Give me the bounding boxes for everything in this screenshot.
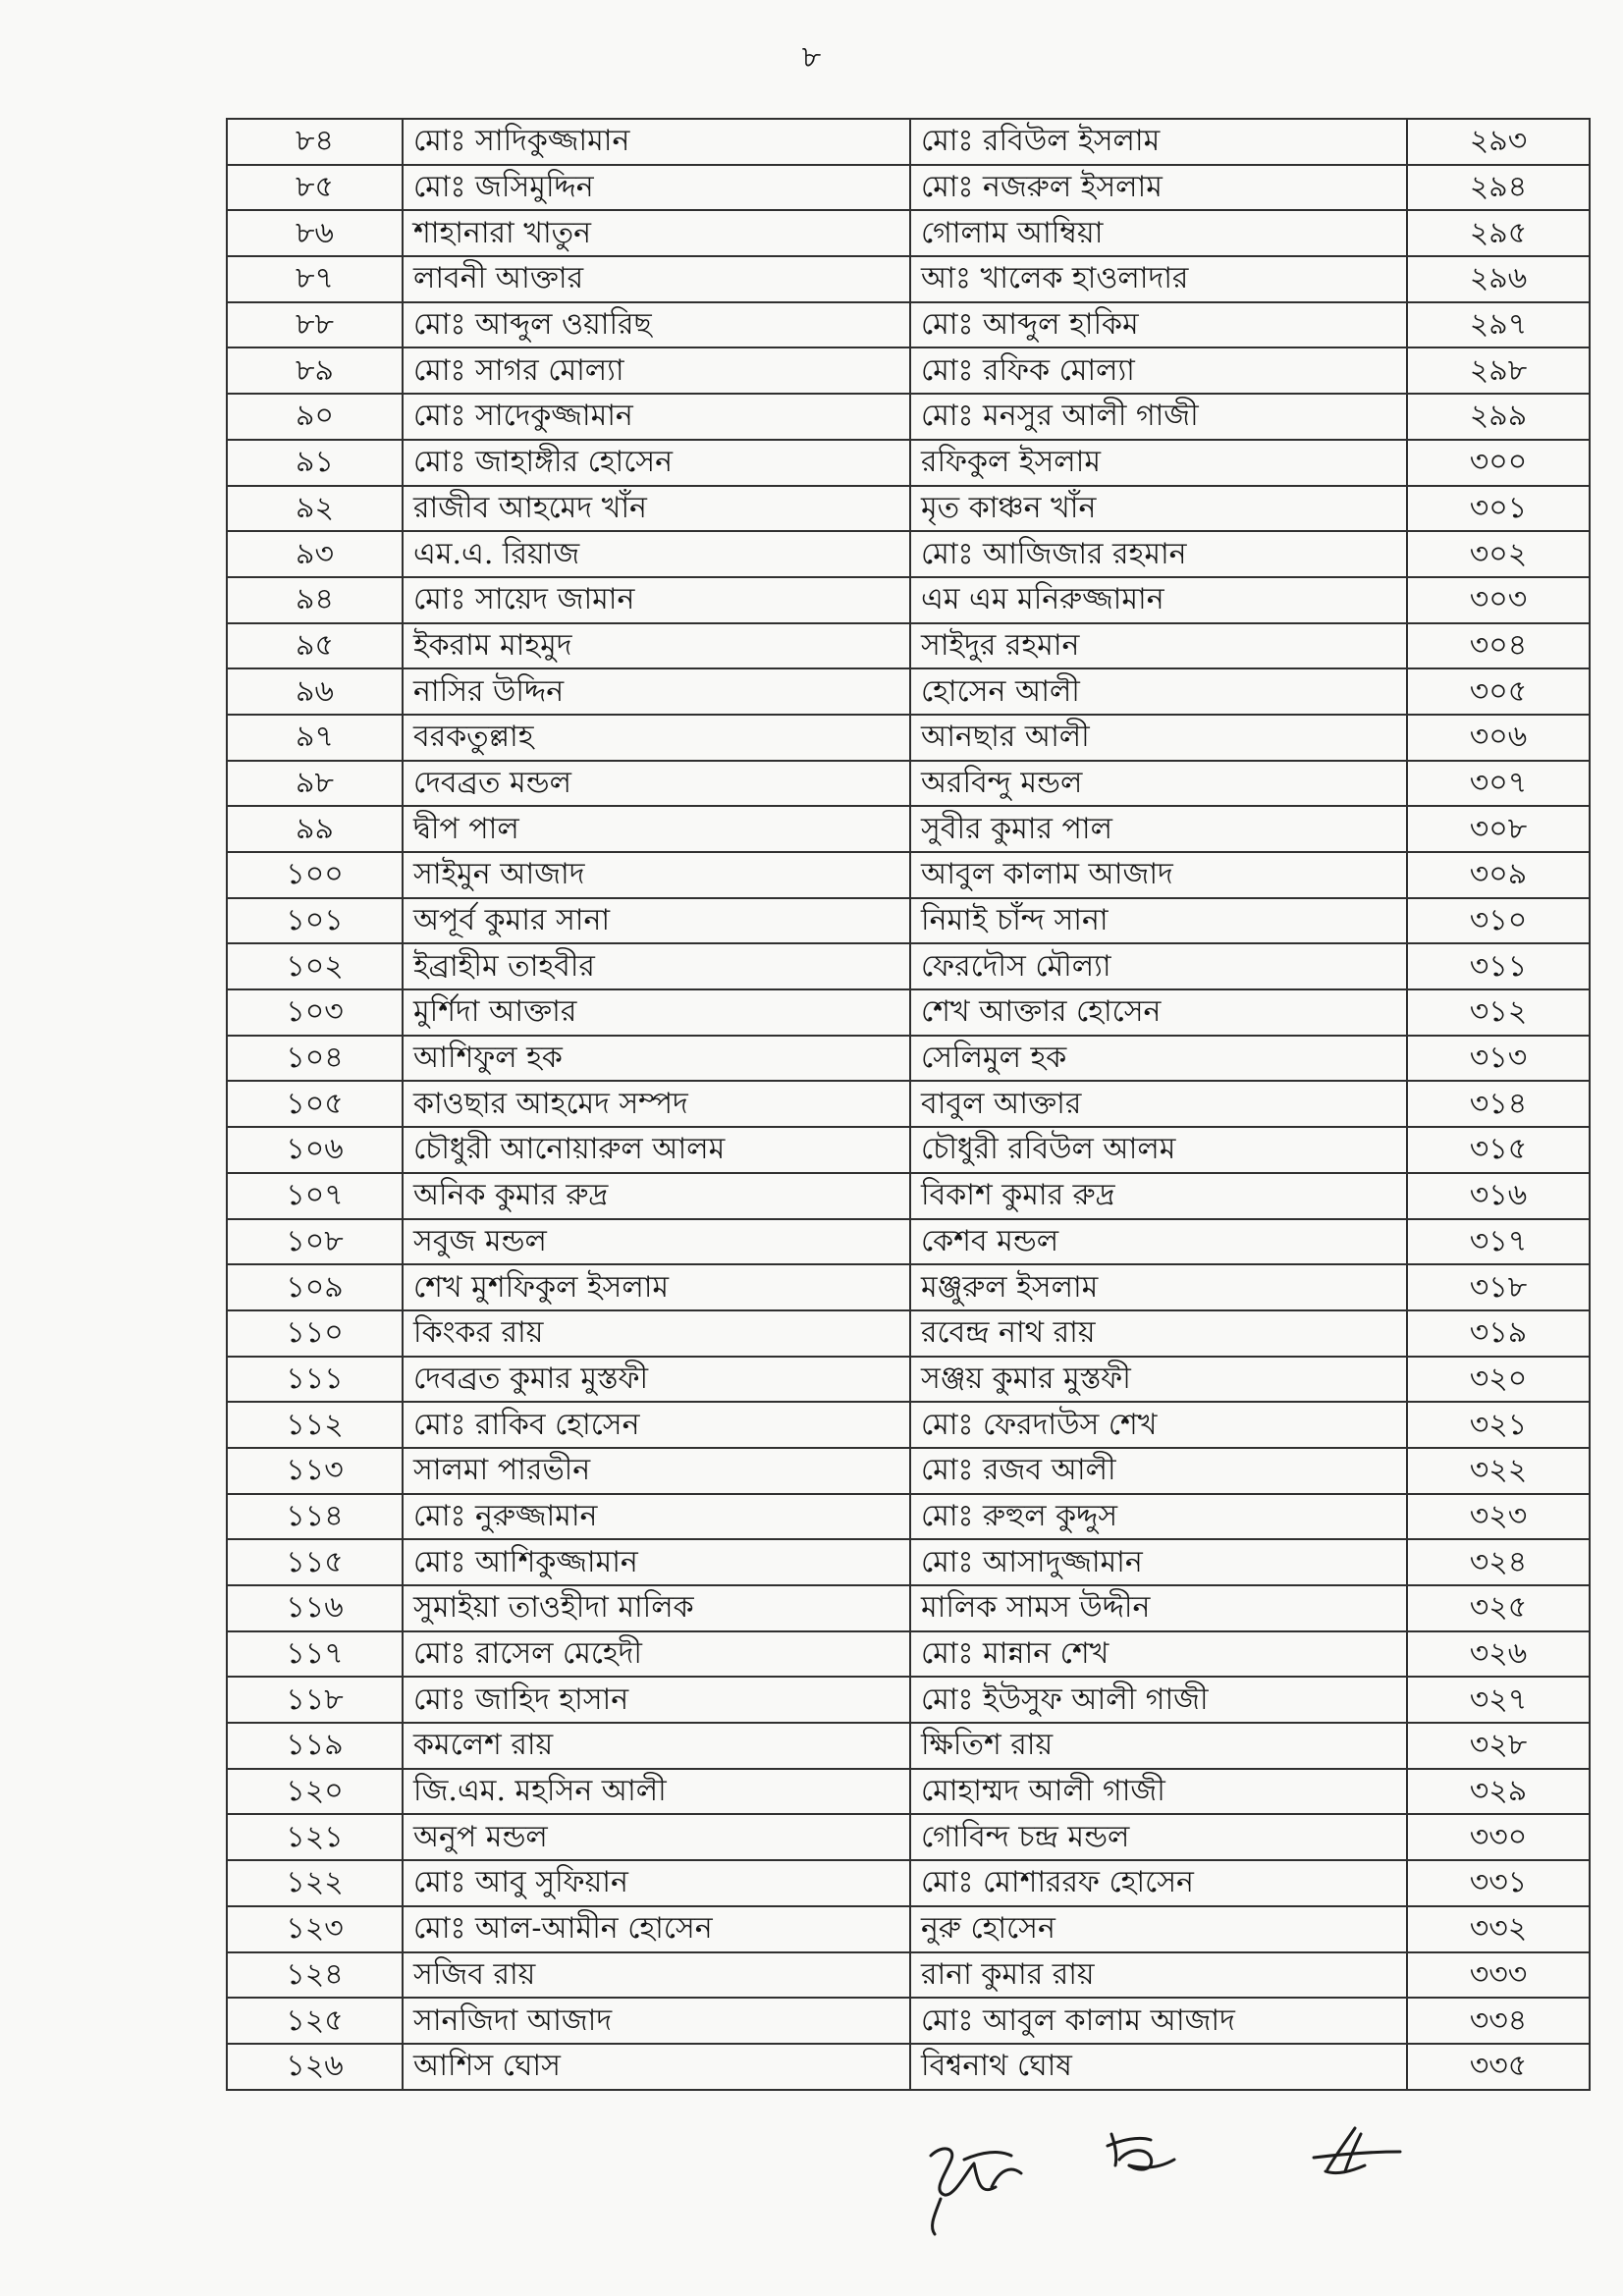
serial-cell: ৯৫ bbox=[227, 623, 403, 669]
serial-cell: ৮৫ bbox=[227, 165, 403, 211]
roll-number-cell: ২৯৮ bbox=[1407, 347, 1590, 394]
father-name-cell: বিশ্বনাথ ঘোষ bbox=[910, 2044, 1407, 2090]
candidate-name-cell: জি.এম. মহসিন আলী bbox=[403, 1769, 910, 1815]
table-row bbox=[227, 1769, 1590, 1815]
father-name-cell: নুরু হোসেন bbox=[910, 1906, 1407, 1952]
father-name-cell: গোবিন্দ চন্দ্র মন্ডল bbox=[910, 1814, 1407, 1860]
roll-number-cell: ৩০৩ bbox=[1407, 577, 1590, 623]
candidate-name-cell: ইব্রাহীম তাহবীর bbox=[403, 943, 910, 989]
signatures bbox=[0, 2101, 1623, 2258]
father-name-cell: মোঃ রজব আলী bbox=[910, 1448, 1407, 1494]
table-row bbox=[227, 1539, 1590, 1585]
table-row bbox=[227, 1036, 1590, 1082]
roll-number-cell: ৩৩৪ bbox=[1407, 1998, 1590, 2044]
roll-number-cell: ২৯৪ bbox=[1407, 165, 1590, 211]
serial-cell: ১২৫ bbox=[227, 1998, 403, 2044]
candidate-name-cell: আশিফুল হক bbox=[403, 1036, 910, 1082]
father-name-cell: মোঃ মোশাররফ হোসেন bbox=[910, 1860, 1407, 1906]
serial-cell: ১০৩ bbox=[227, 989, 403, 1036]
candidate-name-cell: মোঃ নুরুজ্জামান bbox=[403, 1494, 910, 1540]
roll-number-cell: ২৯৯ bbox=[1407, 394, 1590, 440]
table-row bbox=[227, 1173, 1590, 1219]
signature-1 bbox=[931, 2149, 1021, 2234]
table-row bbox=[227, 1264, 1590, 1310]
roll-number-cell: ৩৩৩ bbox=[1407, 1952, 1590, 1999]
roll-number-cell: ৩২৫ bbox=[1407, 1585, 1590, 1631]
table-row bbox=[227, 1814, 1590, 1860]
serial-cell: ৮৪ bbox=[227, 119, 403, 165]
roll-number-cell: ৩২৮ bbox=[1407, 1723, 1590, 1769]
roll-number-cell: ৩১৫ bbox=[1407, 1127, 1590, 1173]
father-name-cell: মোঃ ইউসুফ আলী গাজী bbox=[910, 1677, 1407, 1723]
candidate-name-cell: এম.এ. রিয়াজ bbox=[403, 531, 910, 577]
table-row bbox=[227, 347, 1590, 394]
candidate-name-cell: মোঃ সাগর মোল্যা bbox=[403, 347, 910, 394]
table-row bbox=[227, 1494, 1590, 1540]
serial-cell: ৮৮ bbox=[227, 302, 403, 348]
candidate-name-cell: মোঃ আল-আমীন হোসেন bbox=[403, 1906, 910, 1952]
table-row bbox=[227, 989, 1590, 1036]
father-name-cell: মোঃ নজরুল ইসলাম bbox=[910, 165, 1407, 211]
father-name-cell: চৌধুরী রবিউল আলম bbox=[910, 1127, 1407, 1173]
father-name-cell: সাইদুর রহমান bbox=[910, 623, 1407, 669]
table-row bbox=[227, 1906, 1590, 1952]
roll-number-cell: ৩০১ bbox=[1407, 486, 1590, 532]
candidate-name-cell: অনিক কুমার রুদ্র bbox=[403, 1173, 910, 1219]
candidate-name-cell: শাহানারা খাতুন bbox=[403, 210, 910, 256]
table-row bbox=[227, 806, 1590, 852]
father-name-cell: মালিক সামস উদ্দীন bbox=[910, 1585, 1407, 1631]
serial-cell: ১২১ bbox=[227, 1814, 403, 1860]
serial-cell: ১০১ bbox=[227, 898, 403, 944]
roll-number-cell: ৩০৮ bbox=[1407, 806, 1590, 852]
roll-number-cell: ৩১৩ bbox=[1407, 1036, 1590, 1082]
father-name-cell: আনছার আলী bbox=[910, 715, 1407, 761]
serial-cell: ১১৭ bbox=[227, 1631, 403, 1678]
table-row bbox=[227, 119, 1590, 165]
father-name-cell: মোঃ ফেরদাউস শেখ bbox=[910, 1402, 1407, 1448]
table-row bbox=[227, 943, 1590, 989]
father-name-cell: মোঃ আজিজার রহমান bbox=[910, 531, 1407, 577]
candidate-name-cell: কিংকর রায় bbox=[403, 1310, 910, 1357]
father-name-cell: ফেরদৌস মৌল্যা bbox=[910, 943, 1407, 989]
father-name-cell: এম এম মনিরুজ্জামান bbox=[910, 577, 1407, 623]
roll-number-cell: ৩১৯ bbox=[1407, 1310, 1590, 1357]
serial-cell: ৯৪ bbox=[227, 577, 403, 623]
table-row bbox=[227, 668, 1590, 715]
candidate-name-cell: নাসির উদ্দিন bbox=[403, 668, 910, 715]
candidate-name-cell: লাবনী আক্তার bbox=[403, 256, 910, 302]
table-row bbox=[227, 1081, 1590, 1127]
table-row bbox=[227, 302, 1590, 348]
serial-cell: ৯৭ bbox=[227, 715, 403, 761]
roll-number-cell: ৩৩০ bbox=[1407, 1814, 1590, 1860]
table-row bbox=[227, 256, 1590, 302]
father-name-cell: অরবিন্দু মন্ডল bbox=[910, 761, 1407, 807]
candidate-name-cell: মোঃ জসিমুদ্দিন bbox=[403, 165, 910, 211]
serial-cell: ১১৯ bbox=[227, 1723, 403, 1769]
candidate-name-cell: মোঃ রাকিব হোসেন bbox=[403, 1402, 910, 1448]
father-name-cell: কেশব মন্ডল bbox=[910, 1219, 1407, 1265]
candidate-name-cell: আশিস ঘোস bbox=[403, 2044, 910, 2090]
father-name-cell: মোহাম্মদ আলী গাজী bbox=[910, 1769, 1407, 1815]
father-name-cell: মঞ্জুরুল ইসলাম bbox=[910, 1264, 1407, 1310]
roll-number-cell: ৩২৭ bbox=[1407, 1677, 1590, 1723]
table-row bbox=[227, 1677, 1590, 1723]
father-name-cell: সুবীর কুমার পাল bbox=[910, 806, 1407, 852]
father-name-cell: মোঃ মনসুর আলী গাজী bbox=[910, 394, 1407, 440]
father-name-cell: সঞ্জয় কুমার মুস্তফী bbox=[910, 1357, 1407, 1403]
roll-number-cell: ৩০২ bbox=[1407, 531, 1590, 577]
table-row bbox=[227, 898, 1590, 944]
roll-number-cell: ৩২১ bbox=[1407, 1402, 1590, 1448]
candidate-name-cell: মোঃ রাসেল মেহেদী bbox=[403, 1631, 910, 1678]
roll-number-cell: ৩১৮ bbox=[1407, 1264, 1590, 1310]
father-name-cell: মোঃ রফিক মোল্যা bbox=[910, 347, 1407, 394]
candidate-name-cell: সবুজ মন্ডল bbox=[403, 1219, 910, 1265]
candidate-name-cell: সালমা পারভীন bbox=[403, 1448, 910, 1494]
serial-cell: ৯৩ bbox=[227, 531, 403, 577]
table-row bbox=[227, 165, 1590, 211]
candidate-name-cell: মোঃ আশিকুজ্জামান bbox=[403, 1539, 910, 1585]
father-name-cell: আবুল কালাম আজাদ bbox=[910, 852, 1407, 898]
serial-cell: ৮৬ bbox=[227, 210, 403, 256]
serial-cell: ৯৮ bbox=[227, 761, 403, 807]
father-name-cell: মোঃ মান্নান শেখ bbox=[910, 1631, 1407, 1678]
table-row bbox=[227, 440, 1590, 486]
candidate-name-cell: মোঃ সাদিকুজ্জামান bbox=[403, 119, 910, 165]
candidate-name-cell: সুমাইয়া তাওহীদা মালিক bbox=[403, 1585, 910, 1631]
roll-number-cell: ৩০৫ bbox=[1407, 668, 1590, 715]
table-row bbox=[227, 1998, 1590, 2044]
roll-number-cell: ৩১৪ bbox=[1407, 1081, 1590, 1127]
candidate-name-cell: অপূর্ব কুমার সানা bbox=[403, 898, 910, 944]
father-name-cell: আঃ খালেক হাওলাদার bbox=[910, 256, 1407, 302]
serial-cell: ১০২ bbox=[227, 943, 403, 989]
serial-cell: ১০৮ bbox=[227, 1219, 403, 1265]
serial-cell: ১১০ bbox=[227, 1310, 403, 1357]
roll-number-cell: ৩১৬ bbox=[1407, 1173, 1590, 1219]
candidate-name-cell: মোঃ জাহাঙ্গীর হোসেন bbox=[403, 440, 910, 486]
father-name-cell: মোঃ আব্দুল হাকিম bbox=[910, 302, 1407, 348]
signature-3 bbox=[1314, 2128, 1400, 2173]
candidate-name-cell: সাইমুন আজাদ bbox=[403, 852, 910, 898]
serial-cell: ১২৩ bbox=[227, 1906, 403, 1952]
serial-cell: ৯৬ bbox=[227, 668, 403, 715]
father-name-cell: মোঃ আবুল কালাম আজাদ bbox=[910, 1998, 1407, 2044]
candidate-name-cell: মোঃ সাদেকুজ্জামান bbox=[403, 394, 910, 440]
roll-number-cell: ৩৩১ bbox=[1407, 1860, 1590, 1906]
table-row bbox=[227, 761, 1590, 807]
serial-cell: ১২৬ bbox=[227, 2044, 403, 2090]
table-row bbox=[227, 1219, 1590, 1265]
roll-number-cell: ৩২৪ bbox=[1407, 1539, 1590, 1585]
candidate-name-cell: সানজিদা আজাদ bbox=[403, 1998, 910, 2044]
serial-cell: ১০৫ bbox=[227, 1081, 403, 1127]
father-name-cell: রবেন্দ্র নাথ রায় bbox=[910, 1310, 1407, 1357]
father-name-cell: মৃত কাঞ্চন খাঁন bbox=[910, 486, 1407, 532]
serial-cell: ৯১ bbox=[227, 440, 403, 486]
serial-cell: ১০৯ bbox=[227, 1264, 403, 1310]
father-name-cell: বাবুল আক্তার bbox=[910, 1081, 1407, 1127]
serial-cell: ১০০ bbox=[227, 852, 403, 898]
serial-cell: ১১৬ bbox=[227, 1585, 403, 1631]
roll-number-cell: ৩০৪ bbox=[1407, 623, 1590, 669]
table-row bbox=[227, 1310, 1590, 1357]
roll-number-cell: ৩১৭ bbox=[1407, 1219, 1590, 1265]
candidate-table bbox=[226, 118, 1591, 2091]
table-row bbox=[227, 210, 1590, 256]
serial-cell: ১০৬ bbox=[227, 1127, 403, 1173]
roll-number-cell: ৩০৬ bbox=[1407, 715, 1590, 761]
roll-number-cell: ৩১২ bbox=[1407, 989, 1590, 1036]
table-row bbox=[227, 1631, 1590, 1678]
roll-number-cell: ৩২২ bbox=[1407, 1448, 1590, 1494]
table-row bbox=[227, 1402, 1590, 1448]
roll-number-cell: ৩০০ bbox=[1407, 440, 1590, 486]
candidate-name-cell: বরকতুল্লাহ bbox=[403, 715, 910, 761]
table-row bbox=[227, 486, 1590, 532]
candidate-table-body bbox=[227, 119, 1590, 2090]
candidate-name-cell: মোঃ আবু সুফিয়ান bbox=[403, 1860, 910, 1906]
candidate-name-cell: ইকরাম মাহমুদ bbox=[403, 623, 910, 669]
serial-cell: ৯৯ bbox=[227, 806, 403, 852]
candidate-name-cell: শেখ মুশফিকুল ইসলাম bbox=[403, 1264, 910, 1310]
candidate-name-cell: দেবব্রত মন্ডল bbox=[403, 761, 910, 807]
table-row bbox=[227, 1357, 1590, 1403]
roll-number-cell: ২৯৫ bbox=[1407, 210, 1590, 256]
candidate-name-cell: মোঃ আব্দুল ওয়ারিছ bbox=[403, 302, 910, 348]
serial-cell: ১২২ bbox=[227, 1860, 403, 1906]
candidate-name-cell: মোঃ সায়েদ জামান bbox=[403, 577, 910, 623]
table-row bbox=[227, 1127, 1590, 1173]
roll-number-cell: ৩০৯ bbox=[1407, 852, 1590, 898]
candidate-name-cell: অনুপ মন্ডল bbox=[403, 1814, 910, 1860]
father-name-cell: নিমাই চাঁন্দ সানা bbox=[910, 898, 1407, 944]
table-row bbox=[227, 623, 1590, 669]
serial-cell: ৮৯ bbox=[227, 347, 403, 394]
serial-cell: ৯২ bbox=[227, 486, 403, 532]
signature-2 bbox=[1108, 2134, 1174, 2169]
roll-number-cell: ৩২০ bbox=[1407, 1357, 1590, 1403]
table-row bbox=[227, 1448, 1590, 1494]
father-name-cell: সেলিমুল হক bbox=[910, 1036, 1407, 1082]
page-number: ৮ bbox=[801, 40, 822, 75]
roll-number-cell: ৩২৯ bbox=[1407, 1769, 1590, 1815]
father-name-cell: হোসেন আলী bbox=[910, 668, 1407, 715]
serial-cell: ১২০ bbox=[227, 1769, 403, 1815]
roll-number-cell: ৩২৩ bbox=[1407, 1494, 1590, 1540]
roll-number-cell: ২৯৭ bbox=[1407, 302, 1590, 348]
roll-number-cell: ৩৩৫ bbox=[1407, 2044, 1590, 2090]
serial-cell: ৮৭ bbox=[227, 256, 403, 302]
serial-cell: ১১১ bbox=[227, 1357, 403, 1403]
serial-cell: ১১৩ bbox=[227, 1448, 403, 1494]
table-row bbox=[227, 1585, 1590, 1631]
candidate-name-cell: কমলেশ রায় bbox=[403, 1723, 910, 1769]
father-name-cell: গোলাম আম্বিয়া bbox=[910, 210, 1407, 256]
table-row bbox=[227, 2044, 1590, 2090]
serial-cell: ১২৪ bbox=[227, 1952, 403, 1999]
candidate-name-cell: চৌধুরী আনোয়ারুল আলম bbox=[403, 1127, 910, 1173]
roll-number-cell: ৩১০ bbox=[1407, 898, 1590, 944]
candidate-name-cell: মোঃ জাহিদ হাসান bbox=[403, 1677, 910, 1723]
serial-cell: ১০৪ bbox=[227, 1036, 403, 1082]
roll-number-cell: ৩২৬ bbox=[1407, 1631, 1590, 1678]
roll-number-cell: ৩০৭ bbox=[1407, 761, 1590, 807]
candidate-name-cell: সজিব রায় bbox=[403, 1952, 910, 1999]
father-name-cell: ক্ষিতিশ রায় bbox=[910, 1723, 1407, 1769]
father-name-cell: বিকাশ কুমার রুদ্র bbox=[910, 1173, 1407, 1219]
candidate-name-cell: মুর্শিদা আক্তার bbox=[403, 989, 910, 1036]
table-row bbox=[227, 1723, 1590, 1769]
father-name-cell: মোঃ আসাদুজ্জামান bbox=[910, 1539, 1407, 1585]
father-name-cell: মোঃ রবিউল ইসলাম bbox=[910, 119, 1407, 165]
roll-number-cell: ৩১১ bbox=[1407, 943, 1590, 989]
serial-cell: ১১৪ bbox=[227, 1494, 403, 1540]
father-name-cell: শেখ আক্তার হোসেন bbox=[910, 989, 1407, 1036]
serial-cell: ১১৮ bbox=[227, 1677, 403, 1723]
serial-cell: ১০৭ bbox=[227, 1173, 403, 1219]
serial-cell: ১১২ bbox=[227, 1402, 403, 1448]
table-row bbox=[227, 531, 1590, 577]
roll-number-cell: ৩৩২ bbox=[1407, 1906, 1590, 1952]
candidate-name-cell: দেবব্রত কুমার মুস্তফী bbox=[403, 1357, 910, 1403]
father-name-cell: মোঃ রুহুল কুদ্দুস bbox=[910, 1494, 1407, 1540]
serial-cell: ৯০ bbox=[227, 394, 403, 440]
serial-cell: ১১৫ bbox=[227, 1539, 403, 1585]
table-row bbox=[227, 394, 1590, 440]
table-row bbox=[227, 1952, 1590, 1999]
roll-number-cell: ২৯৩ bbox=[1407, 119, 1590, 165]
roll-number-cell: ২৯৬ bbox=[1407, 256, 1590, 302]
table-row bbox=[227, 715, 1590, 761]
father-name-cell: রফিকুল ইসলাম bbox=[910, 440, 1407, 486]
table-row bbox=[227, 577, 1590, 623]
candidate-name-cell: রাজীব আহমেদ খাঁন bbox=[403, 486, 910, 532]
table-row bbox=[227, 852, 1590, 898]
candidate-name-cell: দ্বীপ পাল bbox=[403, 806, 910, 852]
table-row bbox=[227, 1860, 1590, 1906]
candidate-name-cell: কাওছার আহমেদ সম্পদ bbox=[403, 1081, 910, 1127]
father-name-cell: রানা কুমার রায় bbox=[910, 1952, 1407, 1999]
